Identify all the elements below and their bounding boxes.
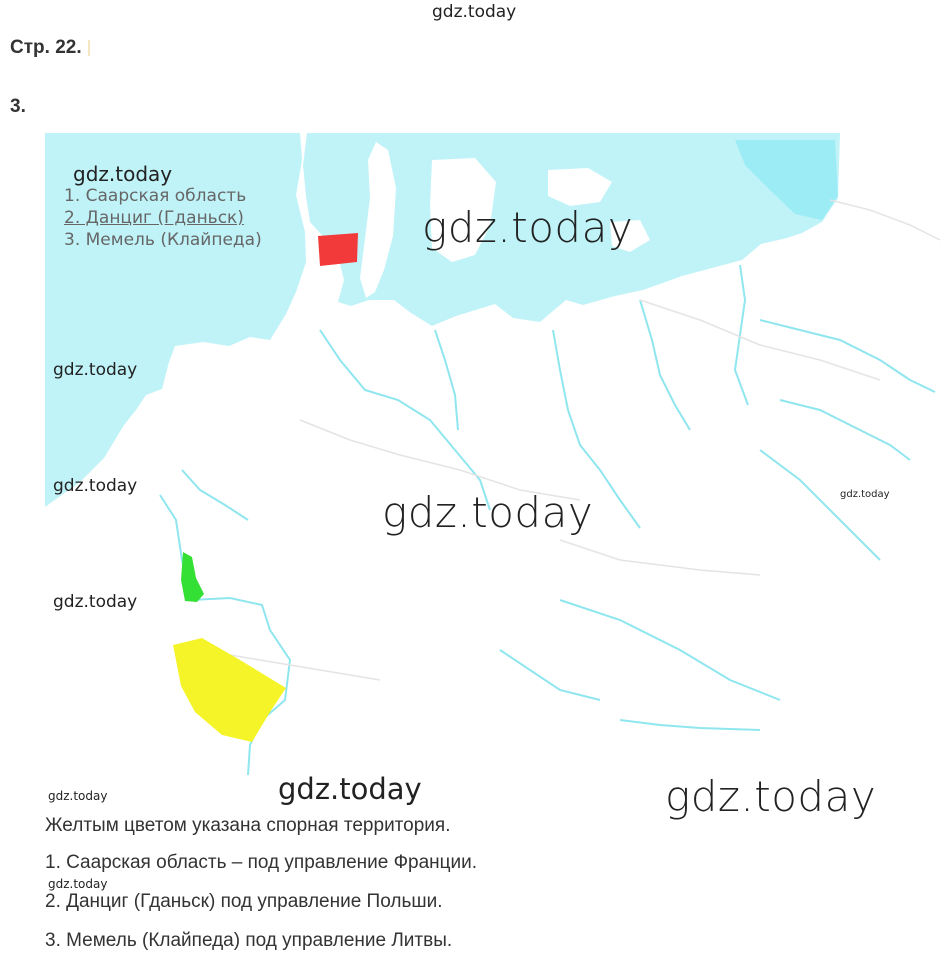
- watermark: gdz.today: [278, 772, 422, 806]
- watermark: gdz.today: [48, 877, 108, 891]
- watermark: gdz.today: [422, 203, 634, 252]
- river: [760, 450, 880, 560]
- answer-item: 3. Мемель (Клайпеда) под управление Литвы.: [45, 930, 453, 951]
- watermark: gdz.today: [53, 360, 138, 380]
- watermark: gdz.today: [53, 592, 138, 612]
- legend-item-memel: 3. Мемель (Клайпеда): [64, 230, 262, 250]
- watermark: gdz.today: [73, 162, 173, 186]
- watermark: gdz.today: [53, 476, 138, 496]
- river: [760, 320, 935, 392]
- river: [560, 600, 780, 700]
- border-line: [640, 300, 880, 380]
- river: [320, 330, 490, 510]
- river: [182, 470, 248, 520]
- river: [500, 650, 600, 700]
- river: [620, 720, 760, 730]
- river: [435, 330, 458, 430]
- answer-note: Желтым цветом указана спорная территория.: [45, 815, 451, 836]
- task-number: 3.: [10, 96, 26, 117]
- watermark-top: gdz.today: [432, 2, 517, 22]
- saar-territory: [181, 552, 204, 602]
- river: [780, 400, 910, 460]
- river: [640, 300, 690, 430]
- watermark: gdz.today: [48, 789, 108, 803]
- page-reference-text: Стр. 22.: [10, 37, 82, 58]
- legend-item-danzig: 2. Данциг (Гданьск): [64, 208, 244, 228]
- answer-item: 1. Саарская область – под управление Франции.: [45, 852, 478, 873]
- border-line: [560, 540, 760, 575]
- danzig-territory: [318, 233, 358, 266]
- watermark: gdz.today: [382, 488, 594, 537]
- watermark: gdz.today: [840, 489, 890, 500]
- border-line: [830, 200, 940, 240]
- legend-item-saar: 1. Саарская область: [64, 186, 247, 206]
- watermark: gdz.today: [665, 772, 877, 821]
- disputed-territory: [173, 638, 286, 742]
- map-legend: [64, 185, 262, 251]
- answer-item: 2. Данциг (Гданьск) под управление Польши.: [45, 891, 443, 912]
